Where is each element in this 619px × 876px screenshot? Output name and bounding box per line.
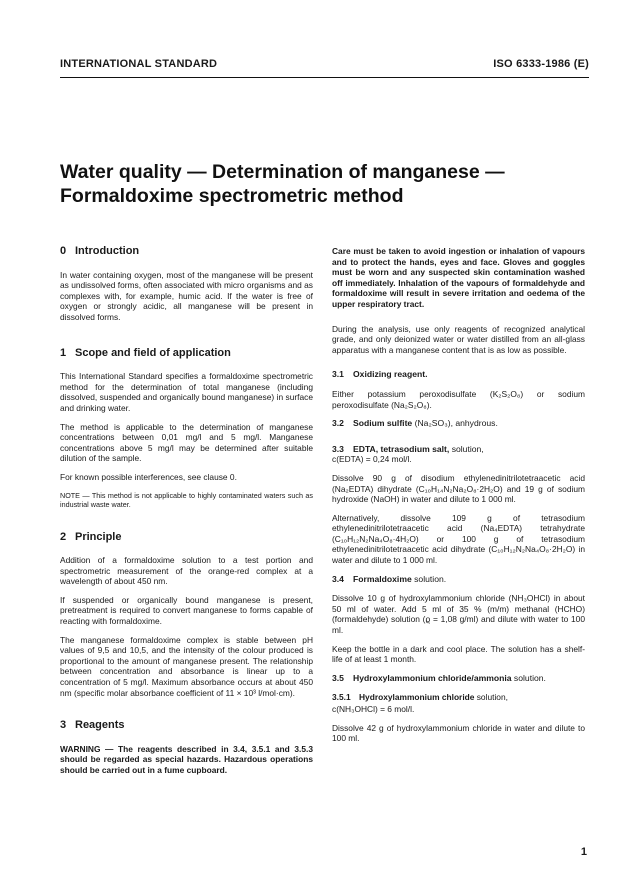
subsection-title: Hydroxylammonium chloride/ammonia: [353, 672, 512, 683]
section-title: Principle: [75, 530, 122, 543]
left-column: [60, 246, 313, 784]
subsection-title-rest: solution,: [449, 443, 484, 454]
section-number: 0: [60, 245, 67, 257]
formaldoxime-paragraph-2: Keep the bottle in a dark and cool place. The solution has a shelf-life of at least 1 month.: [332, 643, 585, 665]
subsection-number: 3.2: [332, 418, 344, 429]
edta-paragraph-2: Alternatively, dissolve 109 g of tetrasodium ethylenedinitrilotetraacetic acid (Na₄EDTA) tetrahydrate (C₁₀H₁₂N₂Na₄O₈·4H₂O) or 100 g of tetrasodium ethylenedinitrilotetraacetic acid dihydrate (C₁₀H₁₂N₂Na₄O₈·2H₂O) in water and dilute to 1 000 ml.: [332, 512, 585, 566]
subsection-number: 3.3: [332, 443, 344, 454]
subsection-title: EDTA, tetrasodium salt,: [353, 443, 450, 454]
hydroxylammonium-paragraph: Dissolve 42 g of hydroxylammonium chloride in water and dilute to 100 ml.: [332, 722, 585, 744]
section-number: 2: [60, 530, 67, 543]
intro-paragraph: In water containing oxygen, most of the manganese will be present as undissolved forms, often associated with micro organisms and as complexes with, for example, humic acid. If the water is free of oxygen or strongly acidic, all manganese will be present in dissolved forms.: [60, 269, 313, 322]
subsection-number: 3.5.1: [332, 692, 351, 703]
subsection-3-2-heading: [332, 418, 585, 429]
oxidizing-reagent-text: Either potassium peroxodisulfate (K₂S₂O₈) or sodium peroxodisulfate (Na₂S₂O₈).: [332, 388, 585, 410]
subsection-3-5-heading: [332, 673, 585, 684]
title-line-2: Formaldoxime spectrometric method: [60, 185, 404, 207]
header-standard-number: ISO 6333-1986 (E): [493, 58, 589, 70]
right-column: [332, 246, 585, 752]
subsection-title-rest: solution.: [511, 672, 546, 683]
principle-paragraph-1: Addition of a formaldoxime solution to a test portion and spectrometric measurement of the orange-red complex at a wavelength of about 450 nm.: [60, 555, 313, 587]
subsection-title-rest: solution,: [474, 692, 508, 703]
formaldoxime-paragraph-1: Dissolve 10 g of hydroxylammonium chloride (NH₃OHCl) in about 50 ml of water. Add 5 ml of 35 % (m/m) methanal (HCHO) (formaldehyde) solution (ϱ = 1,08 g/ml) and dilute with water to 100 ml.: [332, 593, 585, 636]
subsection-number: 3.5: [332, 672, 344, 683]
principle-paragraph-2: If suspended or organically bound manganese is present, pretreatment is required to convert manganese to forms capable of reacting with formaldoxime.: [60, 594, 313, 627]
page-number: 1: [580, 846, 587, 858]
hydroxylammonium-concentration: c(NH₃OHCl) = 6 mol/l.: [332, 704, 415, 714]
scope-note: NOTE — This method is not applicable to highly contaminated waters such as industrial waste water.: [60, 490, 313, 509]
subsection-3-5-1-heading: [332, 692, 585, 703]
principle-paragraph-3: The manganese formaldoxime complex is stable between pH values of 9,5 and 10,5, and the intensity of the colour produced is proportional to the amount of manganese present. The relationship between concentration and absorbance is linear up to a concentration of 5 mg/l. Maximum absorbance occurs at about 450 nm (specific molar absorbance coefficient of 11 × 10³ l/mol·cm).: [60, 634, 313, 698]
section-title: Reagents: [75, 719, 125, 732]
edta-paragraph-1: Dissolve 90 g of disodium ethylenedinitrilotetraacetic acid (Na₂EDTA) dihydrate (C₁₀H₁₄N₂Na₂O₈·2H₂O) and 19 g of sodium hydroxide (NaOH) in water and dilute to 1 000 ml.: [332, 472, 585, 505]
title-line-1: Water quality — Determination of manganese —: [60, 161, 505, 183]
running-header: [60, 58, 589, 70]
header-rule: [60, 77, 589, 78]
section-3-heading: [60, 720, 313, 731]
reagents-general-paragraph: During the analysis, use only reagents of recognized analytical grade, and only deionized water or water distilled from an all-glass apparatus with a manganese content that is as low as possible.: [332, 323, 585, 355]
scope-paragraph-2: The method is applicable to the determination of manganese concentrations between 0,01 mg/l and 5 mg/l. Manganese concentrations above 5 mg/l may be determined after suitable dilution of the sample.: [60, 421, 313, 464]
scope-paragraph-3: For known possible interferences, see clause 0.: [60, 471, 237, 482]
subsection-title-rest: (Na₂SO₃), anhydrous.: [412, 418, 498, 429]
section-number: 3: [60, 719, 67, 732]
edta-concentration: c(EDTA) = 0,24 mol/l.: [332, 454, 412, 465]
subsection-title: Oxidizing reagent.: [353, 369, 428, 380]
subsection-title: Formaldoxime: [353, 573, 412, 584]
section-title: Introduction: [75, 245, 140, 257]
section-number: 1: [60, 346, 67, 359]
section-title: Scope and field of application: [75, 346, 231, 359]
section-0-heading: [60, 246, 313, 257]
header-standard-label: INTERNATIONAL STANDARD: [60, 58, 218, 70]
subsection-title-rest: solution.: [411, 573, 447, 584]
scope-paragraph-1: This International Standard specifies a formaldoxime spectrometric method for the determination of total manganese (including dissolved, suspended and organically bound manganese) in surface and drinking water.: [60, 371, 313, 413]
subsection-3-4-heading: [332, 574, 585, 585]
subsection-3-3-heading: [332, 444, 585, 455]
document-title: [60, 160, 580, 208]
reagents-warning: WARNING — The reagents described in 3.4, 3.5.1 and 3.5.3 should be regarded as special hazards. Hazardous operations should be carried out in a fume cupboard.: [60, 743, 313, 775]
subsection-3-1-heading: [332, 369, 585, 380]
subsection-title: Hydroxylammonium chloride: [359, 692, 475, 703]
subsection-title: Sodium sulfite: [353, 418, 413, 429]
section-1-heading: [60, 348, 313, 359]
section-2-heading: [60, 532, 313, 543]
subsection-number: 3.4: [332, 573, 344, 584]
safety-caution: Care must be taken to avoid ingestion or inhalation of vapours and to protect the hands, eyes and face. Gloves and goggles must be worn and any suspected skin contamination washed off immediately. Inhalation of the vapours of formaldehyde and formaldoxime will result in severe irritation and oedema of the upper respiratory tract.: [332, 246, 585, 309]
subsection-number: 3.1: [332, 369, 344, 380]
